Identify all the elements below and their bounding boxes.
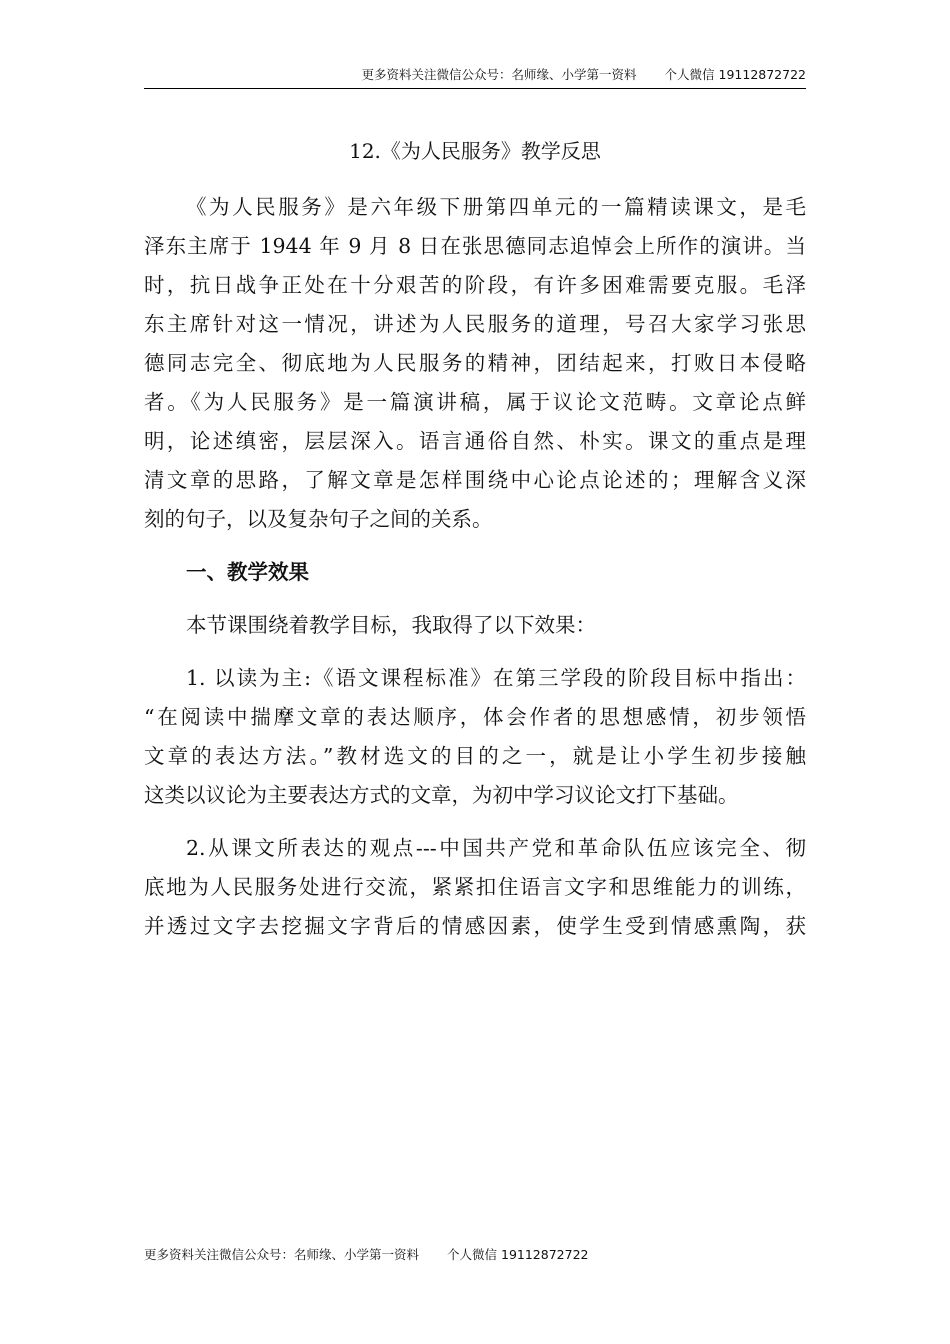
page-header [144,66,806,89]
footer-source-text: 更多资料关注微信公众号：名师缘、小学第一资料 [144,1247,420,1262]
paragraph-line: 明，论述缜密，层层深入。语言通俗自然、朴实。课文的重点是理 [144,429,806,453]
paragraph-line: 底地为人民服务处进行交流，紧紧扣住语言文字和思维能力的训练， [144,875,806,899]
paragraph-point-1 [144,659,806,815]
paragraph-line: 并透过文字去挖掘文字背后的情感因素，使学生受到情感熏陶，获 [144,914,806,938]
paragraph-line: 2.从课文所表达的观点---中国共产党和革命队伍应该完全、彻 [186,836,806,860]
paragraph-point-2 [144,829,806,946]
document-title: 12.《为人民服务》教学反思 [349,139,601,163]
paragraph-line: 德同志完全、彻底地为人民服务的精神，团结起来，打败日本侵略 [144,351,806,375]
footer-wechat-text: 个人微信 19112872722 [447,1247,589,1262]
page-footer [144,1246,588,1264]
section-heading-teaching-effect: 一、教学效果 [186,560,309,584]
paragraph-effects-intro [144,606,806,645]
paragraph-line: 文章的表达方法。”教材选文的目的之一，就是让小学生初步接触 [144,744,806,768]
paragraph-line: 东主席针对这一情况，讲述为人民服务的道理，号召大家学习张思 [144,312,806,336]
paragraph-line: 泽东主席于 1944 年 9 月 8 日在张思德同志追悼会上所作的演讲。当 [144,234,806,258]
document-body [144,188,806,960]
paragraph-line: 本节课围绕着教学目标，我取得了以下效果： [186,613,596,637]
paragraph-intro [144,188,806,539]
paragraph-line: 刻的句子，以及复杂句子之间的关系。 [144,507,493,531]
paragraph-line: 时，抗日战争正处在十分艰苦的阶段，有许多困难需要克服。毛泽 [144,273,806,297]
paragraph-line: 这类以议论为主要表达方式的文章，为初中学习议论文打下基础。 [144,783,739,807]
paragraph-line: 1. 以读为主:《语文课程标准》在第三学段的阶段目标中指出： [186,666,806,690]
paragraph-line: “在阅读中揣摩文章的表达顺序，体会作者的思想感情，初步领悟 [144,705,806,729]
header-source-text: 更多资料关注微信公众号：名师缘、小学第一资料 [361,67,637,82]
paragraph-line: 《为人民服务》是六年级下册第四单元的一篇精读课文，是毛 [186,195,806,219]
paragraph-line: 清文章的思路，了解文章是怎样围绕中心论点论述的；理解含义深 [144,468,806,492]
header-wechat-text: 个人微信 19112872722 [664,67,806,82]
paragraph-line: 者。《为人民服务》是一篇演讲稿，属于议论文范畴。文章论点鲜 [144,390,806,414]
